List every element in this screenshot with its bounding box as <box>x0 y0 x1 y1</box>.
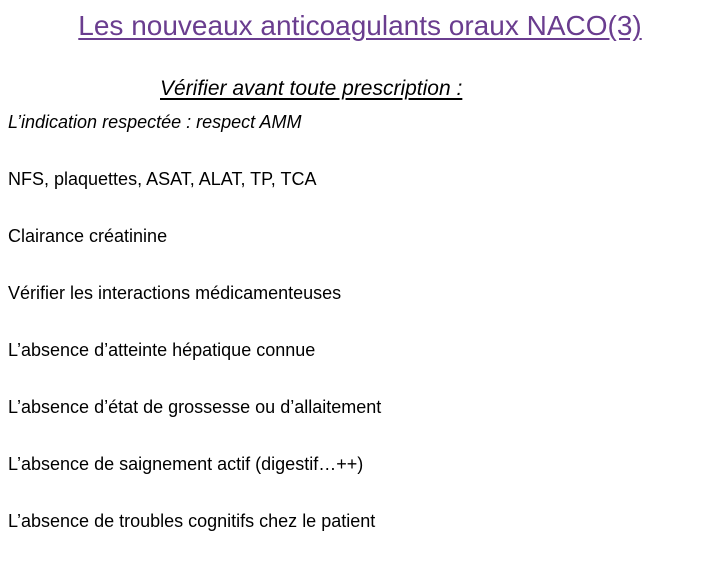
checklist-item-indication: L’indication respectée : respect AMM <box>8 112 302 132</box>
checklist-item-cognitive: L’absence de troubles cognitifs chez le patient <box>8 511 376 531</box>
checklist-item-drug-interactions: Vérifier les interactions médicamenteuses <box>8 283 342 303</box>
checklist-item-pregnancy: L’absence d’état de grossesse ou d’allaitement <box>8 397 382 417</box>
checklist-item-bleeding: L’absence de saignement actif (digestif…++) <box>8 454 364 474</box>
checklist <box>8 107 381 563</box>
checklist-item-hepatic: L’absence d’atteinte hépatique connue <box>8 340 316 360</box>
checklist-item-creatinine-clearance: Clairance créatinine <box>8 226 168 246</box>
slide-title: Les nouveaux anticoagulants oraux NACO(3) <box>78 10 642 41</box>
slide-subtitle: Vérifier avant toute prescription : <box>160 77 463 100</box>
checklist-item-lab-tests: NFS, plaquettes, ASAT, ALAT, TP, TCA <box>8 169 317 189</box>
